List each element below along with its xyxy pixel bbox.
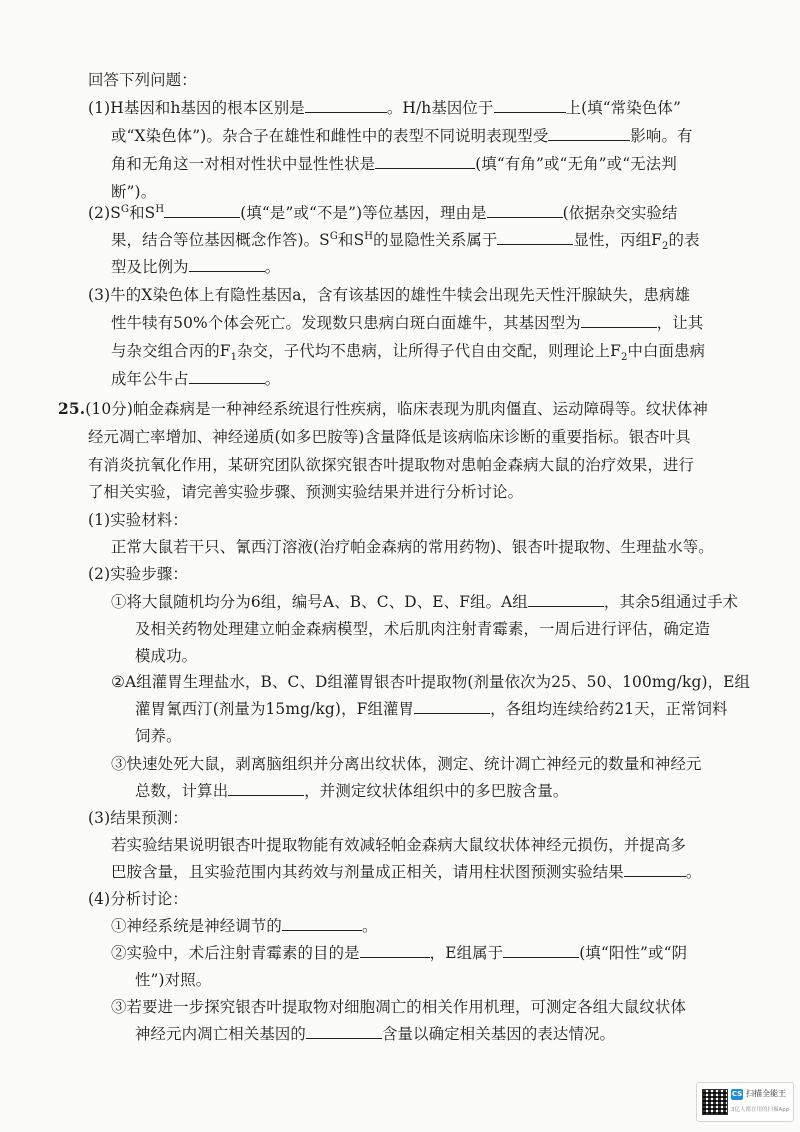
q24-part2-line2: 果，结合等位基因概念作答)。$S^G$和$S^H$的显隐性关系属于 显性，丙组$F_2$的表: [111, 230, 700, 253]
q24-part3-line4: 成年公牛占 。: [111, 370, 281, 388]
q25-s4-item3-line2: 神经元内凋亡相关基因的 含量以确定相关基因的表达情况。: [135, 1025, 616, 1043]
answer-blank[interactable]: [581, 313, 657, 328]
answer-blank[interactable]: [414, 699, 490, 714]
q25-s2-title: (2)实验步骤：: [88, 565, 188, 583]
q25-s2-step1-line3: 模成功。: [135, 647, 198, 665]
q25-s2-step2-line1: ②A组灌胃生理盐水，B、C、D组灌胃银杏叶提取物(剂量依次为25、50、100mg/kg)，E组: [111, 673, 751, 691]
q25-s1-title: (1)实验材料：: [88, 511, 188, 529]
answer-blank[interactable]: [497, 230, 573, 245]
q25-s4-item2-line1: ②实验中，术后注射青霉素的目的是 ，E组属于 (填“阳性”或“阴: [111, 944, 688, 962]
q25-s2-step3-line1: ③快速处死大鼠，剥离脑组织并分离出纹状体，测定、统计凋亡神经元的数量和神经元: [111, 755, 702, 773]
qr-code-icon: [702, 1089, 728, 1115]
instruction-label: 回答下列问题：: [88, 71, 197, 89]
answer-blank[interactable]: [503, 943, 579, 958]
q25-s2-step1-line1: ①将大鼠随机均分为6组，编号A、B、C、D、E、F组。A组 ，其余5组通过手术: [111, 593, 739, 611]
q25-s2-step2-line2: 灌胃氰西汀(剂量为15mg/kg)，F组灌胃 ，各组均连续给药21天，正常饲料: [135, 700, 728, 718]
q24-part1-line2: 或“X染色体”)。杂合子在雄性和雌性中的表型不同说明表现型受 影响。有: [111, 127, 693, 145]
answer-blank[interactable]: [360, 943, 430, 958]
q24-part1-line1: (1)H基因和h基因的根本区别是 。H/h基因位于 上(填“常染色体”: [88, 99, 681, 117]
answer-blank[interactable]: [228, 781, 304, 796]
q25-s3-line2: 巴胺含量，且实验范围内其药效与剂量成正相关，请用柱状图预测实验结果 。: [111, 863, 702, 881]
q24-part2-line3: 型及比例为 。: [111, 258, 281, 276]
q25-s2-step3-line2: 总数，计算出 ，并测定纹状体组织中的多巴胺含量。: [135, 782, 569, 800]
question-number: 25.: [58, 400, 86, 418]
answer-blank[interactable]: [305, 98, 387, 113]
scanner-watermark: [696, 1082, 794, 1122]
q25-s4-item3-line1: ③若要进一步探究银杏叶提取物对细胞凋亡的相关作用机理，可测定各组大鼠纹状体: [111, 998, 687, 1016]
answer-blank[interactable]: [189, 369, 265, 384]
answer-blank[interactable]: [282, 916, 362, 931]
answer-blank[interactable]: [528, 592, 604, 607]
q25-s1-line1: 正常大鼠若干只、氰西汀溶液(治疗帕金森病的常用药物)、银杏叶提取物、生理盐水等。: [111, 538, 714, 556]
q25-s2-step2-line3: 饲养。: [135, 727, 182, 745]
q24-part1-line4: 断”)。: [111, 183, 157, 201]
answer-blank[interactable]: [189, 257, 265, 272]
q25-s2-step1-line2: 及相关药物处理建立帕金森病模型，术后肌肉注射青霉素，一周后进行评估，确定造: [135, 620, 711, 638]
q24-part3-line3: 与杂交组合丙的$F_1$杂交，子代均不患病，让所得子代自由交配，则理论上$F_2$中白面患病: [111, 342, 706, 364]
camscanner-logo-icon: CS: [731, 1090, 743, 1098]
q24-part3-line1: (3)牛的X染色体上有隐性基因a，含有该基因的雄性牛犊会出现先天性汗腺缺失，患病雄: [88, 286, 691, 304]
q25-intro-line3: 有消炎抗氧化作用，某研究团队欲探究银杏叶提取物对患帕金森病大鼠的治疗效果，进行: [88, 456, 695, 474]
q25-s4-item2-line2: 性”)对照。: [135, 971, 212, 989]
answer-blank[interactable]: [487, 203, 563, 218]
answer-blank[interactable]: [375, 154, 475, 169]
answer-blank[interactable]: [548, 126, 630, 141]
answer-blank[interactable]: [306, 1024, 382, 1039]
q25-intro-line1: 25.(10分)帕金森病是一种神经系统退行性疾病，临床表现为肌肉僵直、运动障碍等。纹状体神: [58, 400, 708, 418]
answer-blank[interactable]: [494, 98, 566, 113]
instruction-text: [88, 70, 197, 90]
q25-s3-line1: 若实验结果说明银杏叶提取物能有效减轻帕金森病大鼠纹状体神经元损伤，并提高多: [111, 836, 687, 854]
answer-blank[interactable]: [624, 862, 686, 877]
q24-part3-line2: 性牛犊有50%个体会死亡。发现数只患病白斑白面雄牛，其基因型为 ，让其: [111, 314, 704, 332]
q24-part2-line1: $(2)S^G$和$S^H$ (填“是”或“不是”)等位基因，理由是 (依据杂交实验结: [88, 203, 678, 222]
q25-intro-line2: 经元凋亡率增加、神经递质(如多巴胺等)含量降低是该病临床诊断的重要指标。银杏叶具: [88, 428, 691, 446]
q25-s3-title: (3)结果预测：: [88, 809, 188, 827]
q25-intro-line4: 了相关实验，请完善实验步骤、预测实验结果并进行分析讨论。: [88, 483, 524, 501]
watermark-title: 扫描全能王: [746, 1089, 786, 1098]
answer-blank[interactable]: [164, 203, 240, 218]
q25-s4-item1: ①神经系统是神经调节的 。: [111, 917, 378, 935]
q25-s4-title: (4)分析讨论：: [88, 890, 188, 908]
q24-part1-line3: 角和无角这一对相对性状中显性性状是 (填“有角”或“无角”或“无法判: [111, 155, 677, 173]
watermark-subtitle: 3亿人都在用的扫描App: [731, 1107, 790, 1113]
